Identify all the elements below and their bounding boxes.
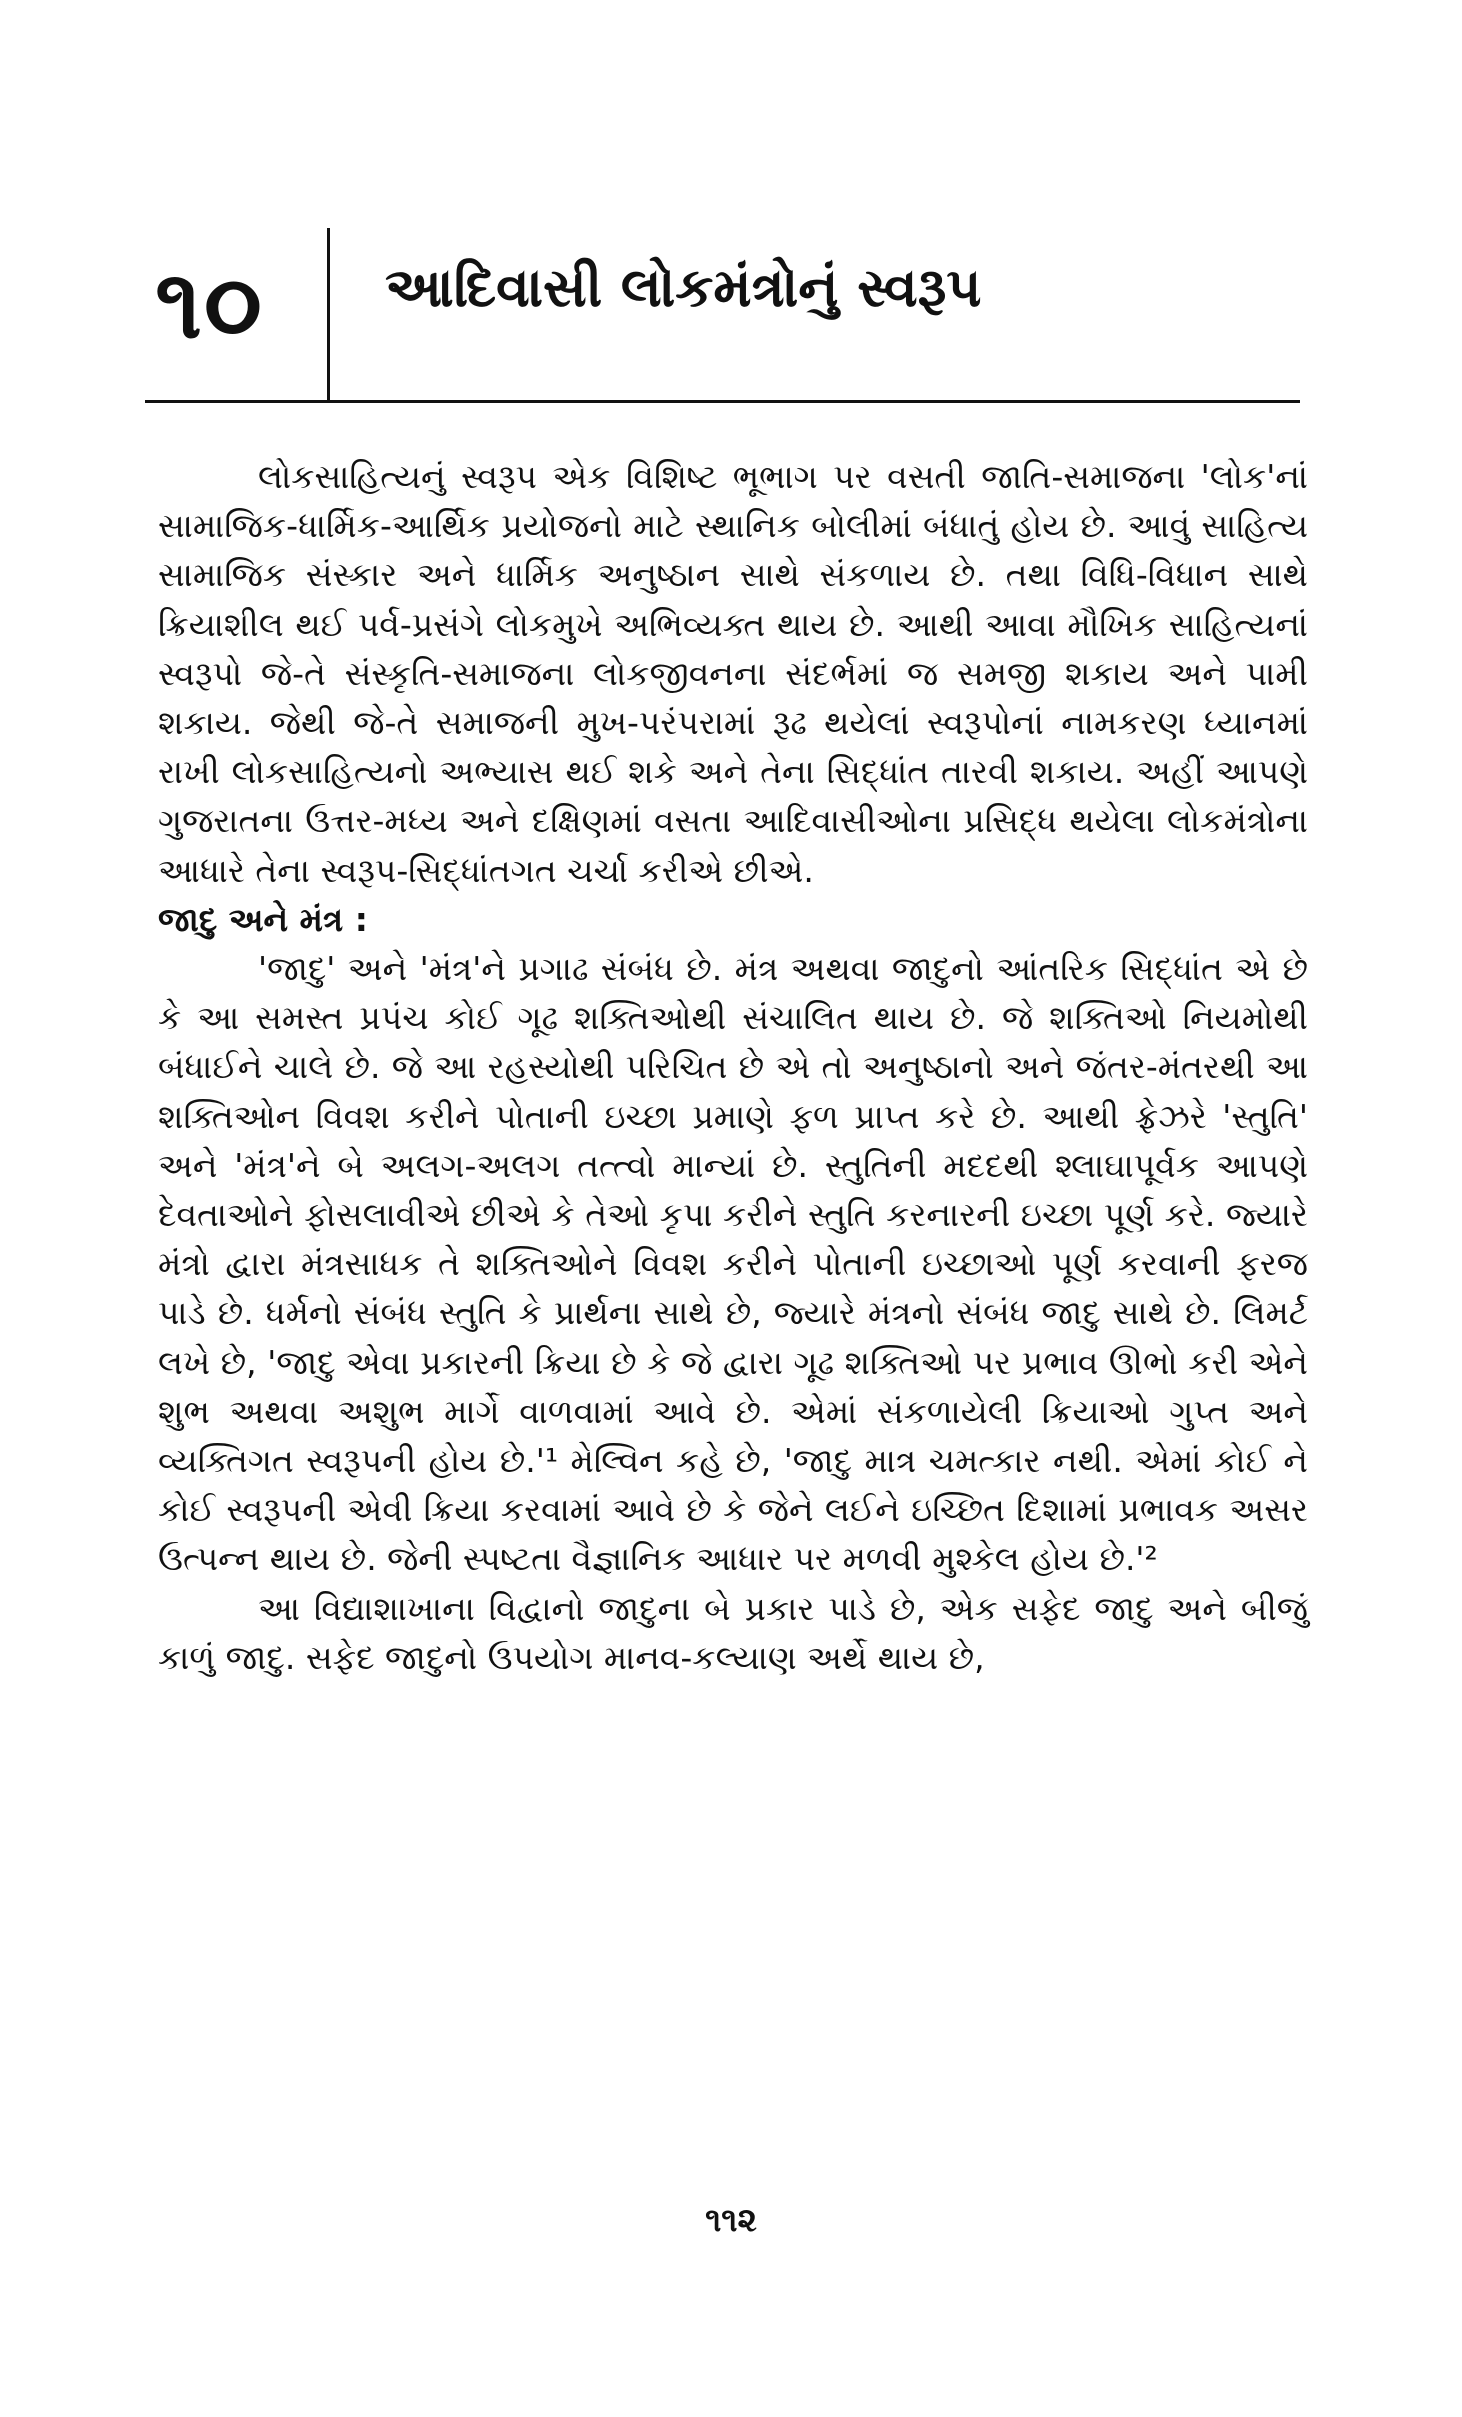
chapter-title: આદિવાસી લોકમંત્રોનું સ્વરૂપ: [385, 256, 982, 319]
paragraph-magic-types: આ વિદ્યાશાખાના વિદ્વાનો જાદુના બે પ્રકાર પાડે છે, એક સફેદ જાદુ અને બીજું કાળું જાદુ. સફેદ જાદુનો ઉપયોગ માનવ-કલ્યાણ અર્થે થાય છે,: [158, 1588, 1308, 1677]
header-rule: [145, 400, 1300, 403]
body-text: [158, 452, 1308, 1682]
header-divider: [327, 228, 330, 400]
paragraph-intro: લોકસાહિત્યનું સ્વરૂપ એક વિશિષ્ટ ભૂભાગ પર વસતી જાતિ-સમાજના 'લોક'નાં સામાજિક-ધાર્મિક-આર્થિક પ્રયોજનો માટે સ્થાનિક બોલીમાં બંધાતું હોય છે. આવું સાહિત્ય સામાજિક સંસ્કાર અને ધાર્મિક અનુષ્ઠાન સાથે સંકળાય છે. તથા વિધિ-વિધાન સાથે ક્રિયાશીલ થઈ પર્વ-પ્રસંગે લોકમુખે અભિવ્યક્ત થાય છે. આથી આવા મૌખિક સાહિત્યનાં સ્વરૂપો જે-તે સંસ્કૃતિ-સમાજના લોકજીવનના સંદર્ભમાં જ સમજી શકાય અને પામી શકાય. જેથી જે-તે સમાજની મુખ-પરંપરામાં રૂઢ થયેલાં સ્વરૂપોનાં નામકરણ ધ્યાનમાં રાખી લોકસાહિત્યનો અભ્યાસ થઈ શકે અને તેના સિદ્ધાંત તારવી શકાય. અહીં આપણે ગુજરાતના ઉત્તર-મધ્ય અને દક્ષિણમાં વસતા આદિવાસીઓના પ્રસિદ્ધ થયેલા લોકમંત્રોના આધારે તેના સ્વરૂપ-સિદ્ધાંતગત ચર્ચા કરીએ છીએ.: [158, 457, 1308, 890]
paragraph-magic-mantra: 'જાદુ' અને 'મંત્ર'ને પ્રગાઢ સંબંધ છે. મંત્ર અથવા જાદુનો આંતરિક સિદ્ધાંત એ છે કે આ સમસ્ત પ્રપંચ કોઈ ગૂઢ શક્તિઓથી સંચાલિત થાય છે. જે શક્તિઓ નિયમોથી બંધાઈને ચાલે છે. જે આ રહસ્યોથી પરિચિત છે એ તો અનુષ્ઠાનો અને જંતર-મંતરથી આ શક્તિઓન વિવશ કરીને પોતાની ઇચ્છા પ્રમાણે ફળ પ્રાપ્ત કરે છે. આથી ફ્રેઝરે 'સ્તુતિ' અને 'મંત્ર'ને બે અલગ-અલગ તત્ત્વો માન્યાં છે. સ્તુતિની મદદથી શ્લાઘાપૂર્વક આપણે દેવતાઓને ફોસલાવીએ છીએ કે તેઓ કૃપા કરીને સ્તુતિ કરનારની ઇચ્છા પૂર્ણ કરે. જ્યારે મંત્રો દ્વારા મંત્રસાધક તે શક્તિઓને વિવશ કરીને પોતાની ઇચ્છાઓ પૂર્ણ કરવાની ફરજ પાડે છે. ધર્મનો સંબંધ સ્તુતિ કે પ્રાર્થના સાથે છે, જ્યારે મંત્રનો સંબંધ જાદુ સાથે છે. લિમર્ટ લખે છે, 'જાદુ એવા પ્રકારની ક્રિયા છે કે જે દ્વારા ગૂઢ શક્તિઓ પર પ્રભાવ ઊભો કરી એને શુભ અથવા અશુભ માર્ગે વાળવામાં આવે છે. એમાં સંકળાયેલી ક્રિયાઓ ગુપ્ત અને વ્યક્તિગત સ્વરૂપની હોય છે.'¹ મેલ્વિન કહે છે, 'જાદુ માત્ર ચમત્કાર નથી. એમાં કોઈ ને કોઈ સ્વરૂપની એવી ક્રિયા કરવામાં આવે છે કે જેને લઈને ઇચ્છિત દિશામાં પ્રભાવક અસર ઉત્પન્ન થાય છે. જેની સ્પષ્ટતા વૈજ્ઞાનિક આધાર પર મળવી મુશ્કેલ હોય છે.'²: [158, 949, 1308, 1579]
page-number: ૧૧૨: [705, 2200, 757, 2239]
section-heading: જાદુ અને મંત્ર :: [158, 899, 368, 939]
chapter-header: [145, 228, 1300, 400]
chapter-number: ૧૦: [155, 247, 264, 360]
